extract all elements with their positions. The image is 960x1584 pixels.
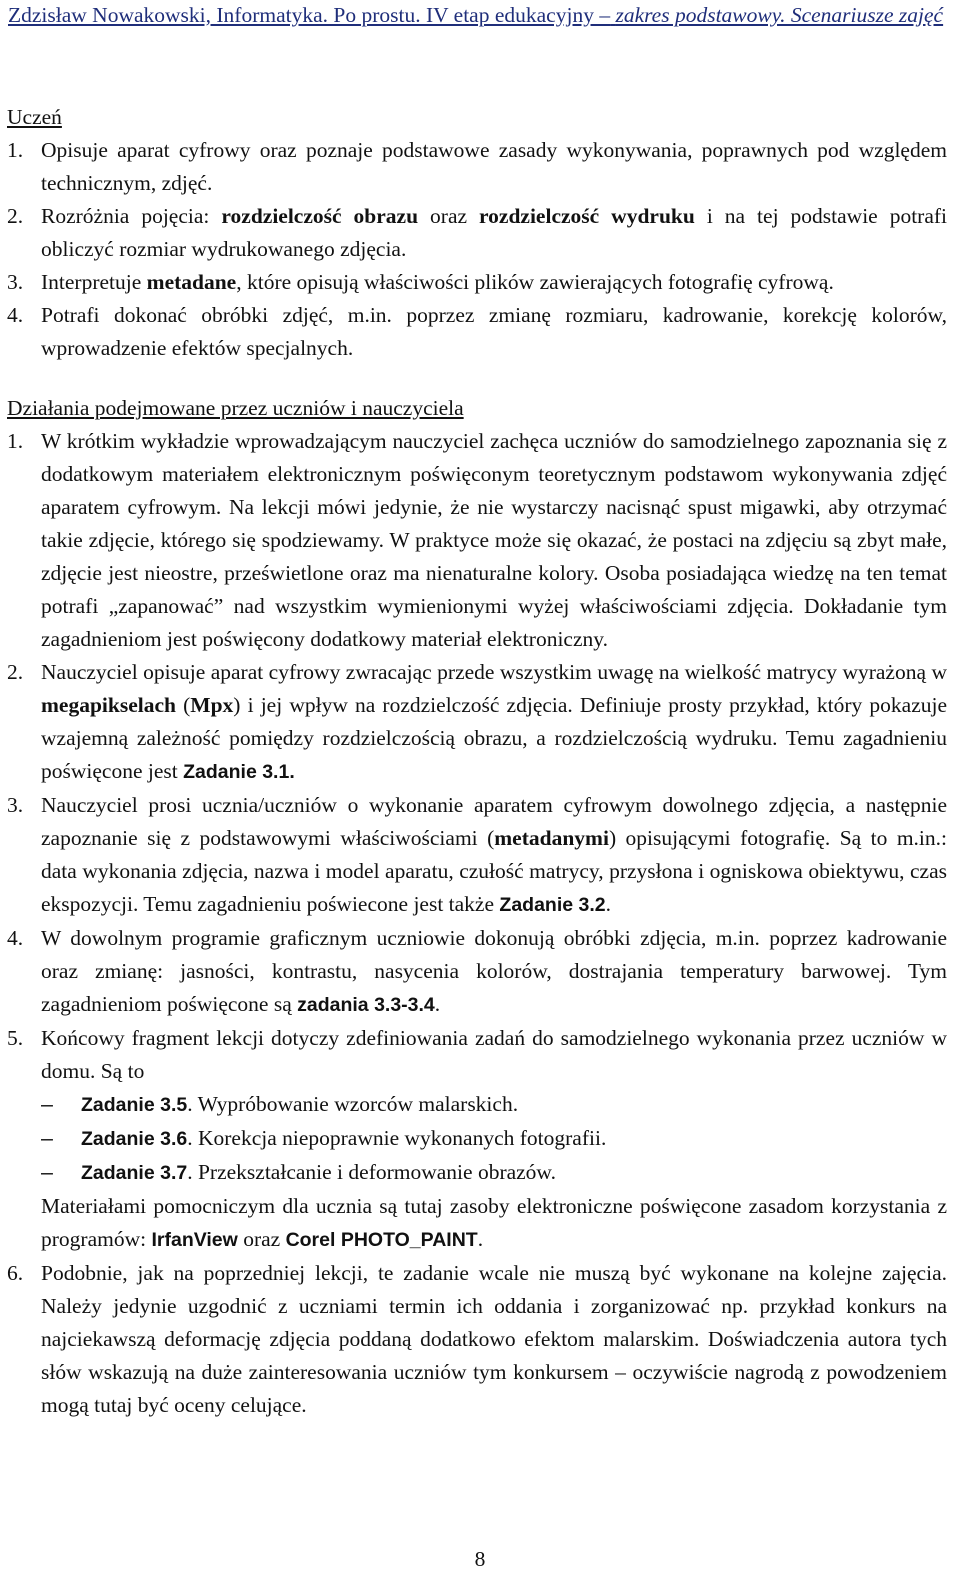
term-mpx: Mpx xyxy=(190,693,234,717)
item-text: Końcowy fragment lekcji dotyczy zdefiniowania zadań do samodzielnego wykonania przez uczniów w domu. Są to xyxy=(41,1026,947,1083)
item-text: . xyxy=(477,1227,484,1251)
item-number: 6. xyxy=(7,1261,24,1285)
item-text: ) i jej wpływ na rozdzielczość zdjęcia. Definiuje prosty przykład, który pokazuje wzajemną zależność pomiędzy rozdzielczością obrazu, a rozdzielczością wydruku. Temu zagadnieniu poświęcone jest xyxy=(41,693,947,783)
activities-heading: Działania podejmowane przez uczniów i nauczyciela xyxy=(7,396,464,420)
learner-item-1 xyxy=(7,134,947,200)
task-list-item xyxy=(41,1156,947,1190)
item-number: 5. xyxy=(7,1026,24,1050)
dash-bullet: – xyxy=(41,1160,53,1184)
item-text: Materiałami pomocniczym dla ucznia są tutaj zasoby elektroniczne poświęcone zasadom korzystania z programów: xyxy=(41,1194,947,1251)
task-description: . Wypróbowanie wzorców malarskich. xyxy=(187,1092,519,1116)
item-number: 1. xyxy=(7,429,24,453)
item-number: 2. xyxy=(7,660,24,684)
term-image-resolution: rozdzielczość obrazu xyxy=(221,204,419,228)
item-text: . xyxy=(434,992,441,1016)
term-metadata: metadane xyxy=(146,270,237,294)
item-number: 3. xyxy=(7,270,24,294)
item-text: W dowolnym programie graficznym uczniowie dokonują obróbki zdjęcia, m.in. poprzez kadrowanie oraz zmianę: jasności, kontrastu, nasycenia kolorów, dostrajania temperatury barwowej. Tym zagadnieniom poświęcone są xyxy=(41,926,947,1016)
learner-item-3 xyxy=(7,266,947,299)
task-list-item xyxy=(41,1088,947,1122)
item-text: Podobnie, jak na poprzedniej lekcji, te zadanie wcale nie muszą być wykonane na kolejne zajęcia. Należy jedynie uzgodnić z uczniami termin ich oddania i zorganizować np. przykład konkurs na najciekawszą deformację zdjęcia poddaną dodatkowo efektom malarskim. Doświadczenia autora tych słów wskazują na duże zainteresowania uczniów tym konkursem – oczywiście nagrodą z powodzeniem mogą tutaj być oceny celujące. xyxy=(41,1261,947,1417)
activity-item-5 xyxy=(7,1022,947,1257)
task-reference: zadania 3.3-3.4 xyxy=(297,994,435,1016)
task-list-item xyxy=(41,1122,947,1156)
term-print-resolution: rozdzielczość wydruku xyxy=(479,204,695,228)
activity-item-4 xyxy=(7,922,947,1022)
activity-item-6 xyxy=(7,1257,947,1422)
task-description: . Korekcja niepoprawnie wykonanych fotografii. xyxy=(187,1126,607,1150)
page-content xyxy=(7,101,947,1422)
program-corel: Corel PHOTO_PAINT xyxy=(285,1229,478,1251)
item-text: oraz xyxy=(418,204,480,228)
learner-item-4 xyxy=(7,299,947,365)
item-text: Potrafi dokonać obróbki zdjęć, m.in. poprzez zmianę rozmiaru, kadrowanie, korekcję kolorów, wprowadzenie efektów specjalnych. xyxy=(41,303,947,360)
activity-item-1 xyxy=(7,425,947,656)
item-text: i na tej podstawie potrafi obliczyć rozmiar wydrukowanego zdjęcia. xyxy=(41,204,947,261)
item-text xyxy=(41,1190,947,1257)
item-text: ) opisującymi fotografię. Są to m.in.: data wykonania zdjęcia, nazwa i model aparatu, czułość matrycy, przysłona i ogniskowa obiektywu, czas ekspozycji. Temu zagadnieniu poświecone jest także xyxy=(41,826,947,916)
item-text: Rozróżnia pojęcia: xyxy=(41,204,222,228)
running-header xyxy=(8,2,953,28)
item-text: Interpretuje xyxy=(41,270,147,294)
task-reference: Zadanie 3.1. xyxy=(183,761,295,783)
activity-item-3 xyxy=(7,789,947,922)
item-text: Opisuje aparat cyfrowy oraz poznaje podstawowe zasady wykonywania, poprawnych pod względem technicznym, zdjęć. xyxy=(41,138,947,195)
item-number: 4. xyxy=(7,926,24,950)
item-number: 1. xyxy=(7,138,24,162)
item-text: W krótkim wykładzie wprowadzającym nauczyciel zachęca uczniów do samodzielnego zapoznania się z dodatkowym materiałem elektronicznym poświęconym teoretycznym podstawom wykonywania zdjęć aparatem cyfrowym. Na lekcji mówi jedynie, że nie wystarczy nacisnąć spust migawki, aby otrzymać takie zdjęcie, którego się spodziewamy. W praktyce może się okazać, że postaci na zdjęciu są zbyt małe, zdjęcie jest nieostre, prześwietlone oraz ma nienaturalne kolory. Osoba posiadająca wiedzę na ten temat potrafi „zapanować” nad wszystkim wymienionymi wyżej właściwościami zdjęcia. Dokładanie tym zagadnieniom jest poświęcony dodatkowy materiał elektroniczny. xyxy=(41,429,947,651)
header-subtitle: zakres podstawowy. Scenariusze zajęć xyxy=(615,3,944,27)
item-text: Nauczyciel prosi ucznia/uczniów o wykonanie aparatem cyfrowym dowolnego zdjęcia, a następnie zapoznanie się z podstawowymi właściwościami ( xyxy=(41,793,947,850)
item-number: 3. xyxy=(7,793,24,817)
item-text: . xyxy=(605,892,611,916)
task-reference: Zadanie 3.2 xyxy=(499,894,606,916)
learner-heading: Uczeń xyxy=(7,105,62,129)
dash-bullet: – xyxy=(41,1126,53,1150)
item-text: ( xyxy=(175,693,191,717)
item-number: 4. xyxy=(7,303,24,327)
learner-item-2 xyxy=(7,200,947,266)
term-metadata: metadanymi xyxy=(494,826,609,850)
section-spacer xyxy=(7,365,947,392)
term-megapixels: megapikselach xyxy=(41,693,176,717)
item-text: , które opisują właściwości plików zawierających fotografię cyfrową. xyxy=(236,270,834,294)
dash-bullet: – xyxy=(41,1092,53,1116)
item-text: Nauczyciel opisuje aparat cyfrowy zwracając przede wszystkim uwagę na wielkość matrycy wyrażoną w xyxy=(41,660,947,684)
activity-item-2 xyxy=(7,656,947,789)
item-text: oraz xyxy=(237,1227,286,1251)
task-label: Zadanie 3.7 xyxy=(81,1162,188,1184)
header-author-title: Zdzisław Nowakowski, Informatyka. Po prostu. IV etap edukacyjny – xyxy=(8,3,611,27)
task-description: . Przekształcanie i deformowanie obrazów. xyxy=(187,1160,556,1184)
program-irfanview: IrfanView xyxy=(151,1229,238,1251)
task-label: Zadanie 3.6 xyxy=(81,1128,188,1150)
item-number: 2. xyxy=(7,204,24,228)
page-number: 8 xyxy=(474,1547,486,1571)
task-label: Zadanie 3.5 xyxy=(81,1094,188,1116)
